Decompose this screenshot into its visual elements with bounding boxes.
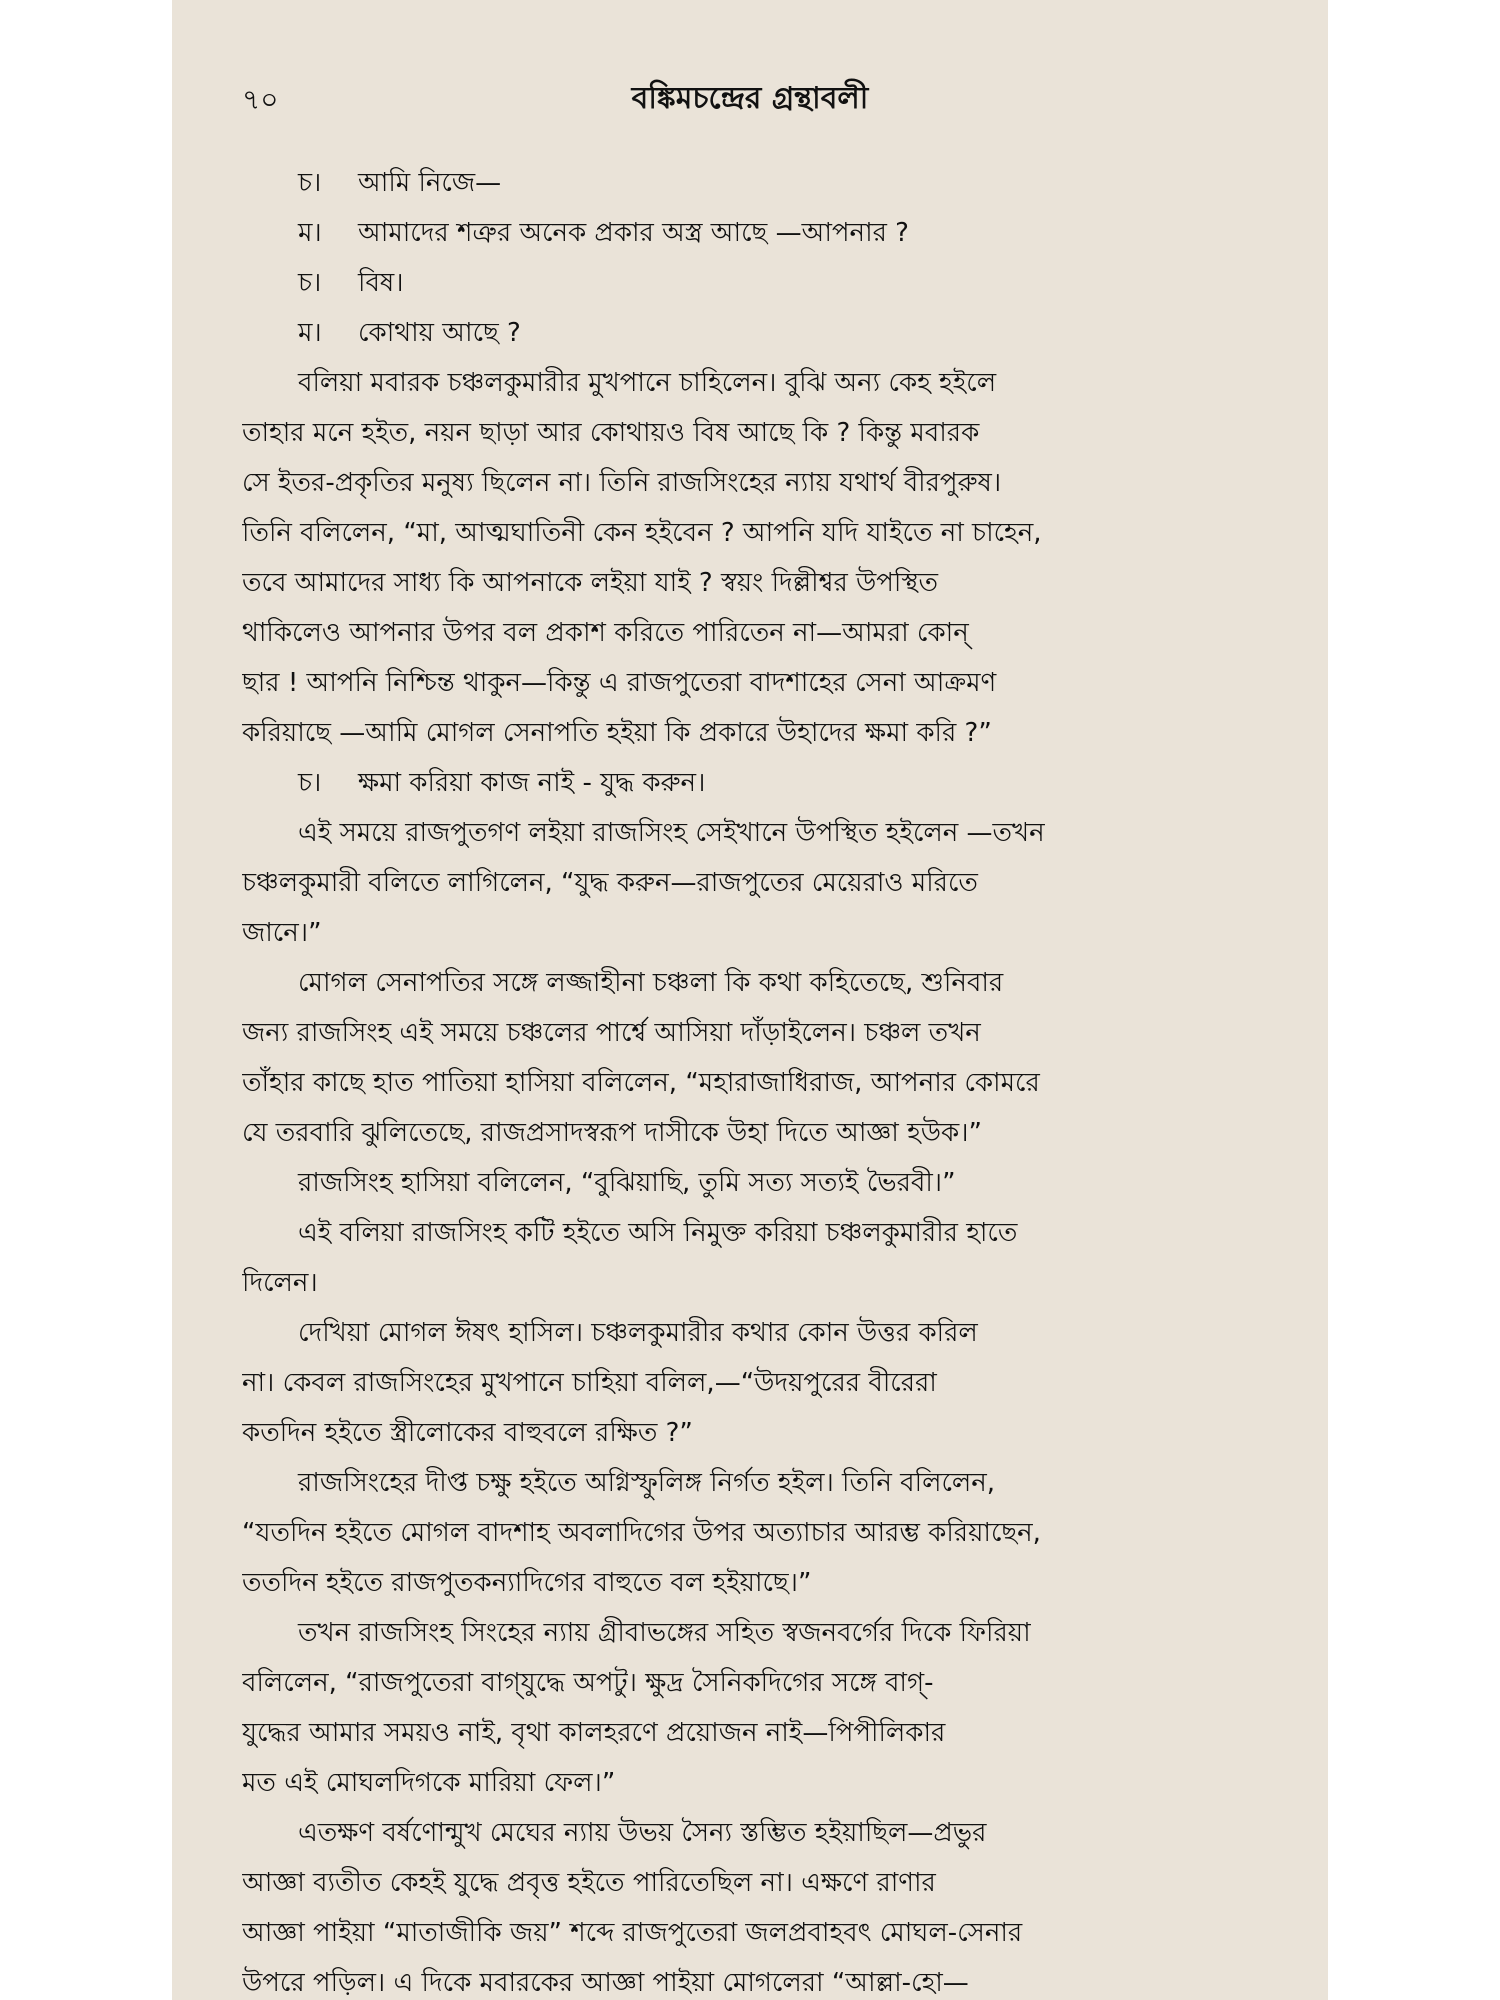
- line-text: জন্য রাজসিংহ এই সময়ে চঞ্চলের পার্শ্বে আসিয়া দাঁড়াইলেন। চঞ্চল তখন: [242, 1018, 981, 1048]
- page-number: ৭০: [242, 83, 279, 116]
- line-text: এই বলিয়া রাজসিংহ কটি হইতে অসি নিমুক্ত করিয়া চঞ্চলকুমারীর হাতে: [298, 1218, 1018, 1248]
- text-line: [242, 1308, 1258, 1358]
- text-line: [242, 708, 1258, 758]
- line-text: উপরে পড়িল। এ দিকে মবারকের আজ্ঞা পাইয়া মোগলেরা “আল্লা-হো—: [242, 1968, 969, 1998]
- text-line: [242, 1858, 1258, 1908]
- line-text: তবে আমাদের সাধ্য কি আপনাকে লইয়া যাই ? স্বয়ং দিল্লীশ্বর উপস্থিত: [242, 568, 939, 598]
- line-text: রাজসিংহের দীপ্ত চক্ষু হইতে অগ্নিস্ফুলিঙ্গ নির্গত হইল। তিনি বলিলেন,: [298, 1468, 996, 1498]
- text-line: [242, 1958, 1258, 2000]
- text-line: [242, 1208, 1258, 1258]
- text-line: [242, 408, 1258, 458]
- line-text: ক্ষমা করিয়া কাজ নাই - যুদ্ধ করুন।: [358, 768, 706, 798]
- line-text: মোগল সেনাপতির সঙ্গে লজ্জাহীনা চঞ্চলা কি কথা কহিতেছে, শুনিবার: [298, 968, 1004, 998]
- text-line: [242, 508, 1258, 558]
- text-line: [242, 958, 1258, 1008]
- text-line: [242, 1558, 1258, 1608]
- line-text: তিনি বলিলেন, “মা, আত্মঘাতিনী কেন হইবেন ? আপনি যদি যাইতে না চাহেন,: [242, 518, 1042, 548]
- text-line: [242, 458, 1258, 508]
- text-line: [242, 608, 1258, 658]
- page-body: [242, 158, 1258, 2000]
- speaker-label: চ।: [298, 768, 322, 798]
- line-text: করিয়াছে —আমি মোগল সেনাপতি হইয়া কি প্রকারে উহাদের ক্ষমা করি ?”: [242, 718, 992, 748]
- text-line: [242, 808, 1258, 858]
- text-line: [242, 1658, 1258, 1708]
- line-text: এতক্ষণ বর্ষণোন্মুখ মেঘের ন্যায় উভয় সৈন্য স্তম্ভিত হইয়াছিল—প্রভুর: [298, 1818, 987, 1848]
- line-text: মত এই মোঘলদিগকে মারিয়া ফেল।”: [242, 1768, 616, 1798]
- text-line: [242, 1358, 1258, 1408]
- text-line: [242, 1808, 1258, 1858]
- dialogue-line: [242, 758, 1258, 808]
- text-line: [242, 1158, 1258, 1208]
- text-line: [242, 658, 1258, 708]
- text-line: [242, 1708, 1258, 1758]
- text-line: [242, 1508, 1258, 1558]
- line-text: আজ্ঞা পাইয়া “মাতাজীকি জয়” শব্দে রাজপুতেরা জলপ্রবাহবৎ মোঘল-সেনার: [242, 1918, 1023, 1948]
- text-line: [242, 1408, 1258, 1458]
- book-page: [172, 0, 1328, 2000]
- line-text: ছার ! আপনি নিশ্চিন্ত থাকুন—কিন্তু এ রাজপুতেরা বাদশাহের সেনা আক্রমণ: [242, 668, 997, 698]
- text-line: [242, 1458, 1258, 1508]
- text-line: [242, 558, 1258, 608]
- page-header: [242, 68, 1258, 124]
- line-text: জানে।”: [242, 918, 322, 948]
- speaker-label: ম।: [298, 218, 322, 248]
- line-text: রাজসিংহ হাসিয়া বলিলেন, “বুঝিয়াছি, তুমি সত্য সত্যই ভৈরবী।”: [298, 1168, 956, 1198]
- line-text: “যতদিন হইতে মোগল বাদশাহ অবলাদিগের উপর অত্যাচার আরম্ভ করিয়াছেন,: [242, 1518, 1041, 1548]
- line-text: আমাদের শত্রুর অনেক প্রকার অস্ত্র আছে —আপনার ?: [358, 218, 909, 248]
- line-text: বলিলেন, “রাজপুতেরা বাগ্‌যুদ্ধে অপটু। ক্ষুদ্র সৈনিকদিগের সঙ্গে বাগ্-: [242, 1668, 934, 1698]
- line-text: যে তরবারি ঝুলিতেছে, রাজপ্রসাদস্বরূপ দাসীকে উহা দিতে আজ্ঞা হউক।”: [242, 1118, 982, 1148]
- text-line: [242, 1108, 1258, 1158]
- dialogue-line: [242, 308, 1258, 358]
- line-text: কতদিন হইতে স্ত্রীলোকের বাহুবলে রক্ষিত ?”: [242, 1418, 693, 1448]
- line-text: তাঁহার কাছে হাত পাতিয়া হাসিয়া বলিলেন, “মহারাজাধিরাজ, আপনার কোমরে: [242, 1068, 1040, 1098]
- text-line: [242, 1758, 1258, 1808]
- text-line: [242, 1258, 1258, 1308]
- text-line: [242, 908, 1258, 958]
- speaker-label: চ।: [298, 268, 322, 298]
- line-text: এই সময়ে রাজপুতগণ লইয়া রাজসিংহ সেইখানে উপস্থিত হইলেন —তখন: [298, 818, 1045, 848]
- line-text: থাকিলেও আপনার উপর বল প্রকাশ করিতে পারিতেন না—আমরা কোন্: [242, 618, 969, 648]
- line-text: বিষ।: [358, 268, 404, 298]
- line-text: দিলেন।: [242, 1268, 318, 1298]
- line-text: সে ইতর-প্রকৃতির মনুষ্য ছিলেন না। তিনি রাজসিংহের ন্যায় যথার্থ বীরপুরুষ।: [242, 468, 1002, 498]
- text-line: [242, 1908, 1258, 1958]
- dialogue-line: [242, 258, 1258, 308]
- line-text: দেখিয়া মোগল ঈষৎ হাসিল। চঞ্চলকুমারীর কথার কোন উত্তর করিল: [298, 1318, 978, 1348]
- line-text: তখন রাজসিংহ সিংহের ন্যায় গ্রীবাভঙ্গের সহিত স্বজনবর্গের দিকে ফিরিয়া: [298, 1618, 1031, 1648]
- line-text: তাহার মনে হইত, নয়ন ছাড়া আর কোথায়ও বিষ আছে কি ? কিন্তু মবারক: [242, 418, 980, 448]
- line-text: ততদিন হইতে রাজপুতকন্যাদিগের বাহুতে বল হইয়াছে।”: [242, 1568, 812, 1598]
- line-text: যুদ্ধের আমার সময়ও নাই, বৃথা কালহরণে প্রয়োজন নাই—পিপীলিকার: [242, 1718, 946, 1748]
- text-line: [242, 858, 1258, 908]
- text-line: [242, 358, 1258, 408]
- running-title: বঙ্কিমচন্দ্রের গ্রন্থাবলী: [631, 81, 869, 116]
- text-line: [242, 1058, 1258, 1108]
- line-text: বলিয়া মবারক চঞ্চলকুমারীর মুখপানে চাহিলেন। বুঝি অন্য কেহ হইলে: [298, 368, 997, 398]
- dialogue-line: [242, 158, 1258, 208]
- line-text: কোথায় আছে ?: [358, 318, 521, 348]
- text-line: [242, 1608, 1258, 1658]
- line-text: আজ্ঞা ব্যতীত কেহই যুদ্ধে প্রবৃত্ত হইতে পারিতেছিল না। এক্ষণে রাণার: [242, 1868, 936, 1898]
- speaker-label: ম।: [298, 318, 322, 348]
- text-line: [242, 1008, 1258, 1058]
- line-text: চঞ্চলকুমারী বলিতে লাগিলেন, “যুদ্ধ করুন—রাজপুতের মেয়েরাও মরিতে: [242, 868, 978, 898]
- line-text: না। কেবল রাজসিংহের মুখপানে চাহিয়া বলিল,—“উদয়পুরের বীরেরা: [242, 1368, 937, 1398]
- line-text: আমি নিজে—: [358, 168, 502, 198]
- speaker-label: চ।: [298, 168, 322, 198]
- dialogue-line: [242, 208, 1258, 258]
